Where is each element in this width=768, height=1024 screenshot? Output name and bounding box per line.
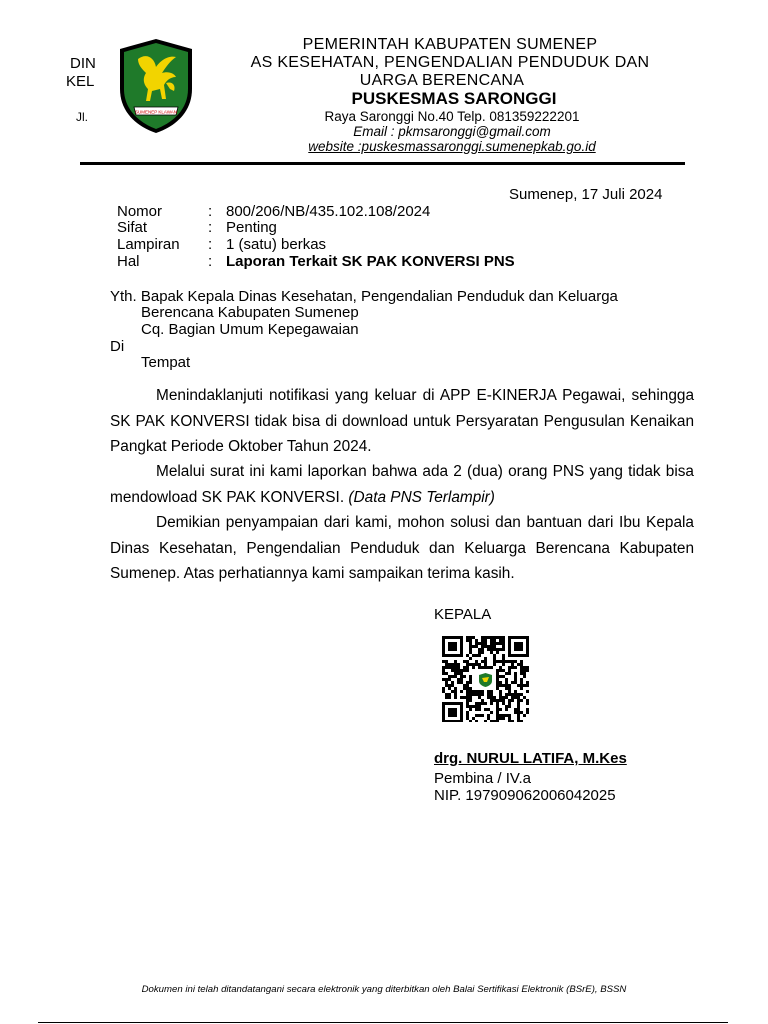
header-line-3: UARGA BERENCANA	[359, 72, 525, 89]
addressee-line-2: Berencana Kabupaten Sumenep	[141, 304, 359, 321]
header-website: website :puskesmassaronggi.sumenepkab.go.id	[308, 139, 596, 154]
header-left-stub-2: KEL	[66, 73, 95, 90]
institution-name: PUSKESMAS SARONGGI	[351, 89, 557, 108]
body-paragraph-1: Menindaklanjuti notifikasi yang keluar di APP E-KINERJA Pegawai, sehingga SK PAK KONVERSI tidak bisa di download untuk Persyaratan Pengusulan Kenaikan Pangkat Periode Oktober Tahun 2024.	[110, 387, 694, 455]
header-left-stub-3: Jl.	[76, 110, 88, 124]
header-address: Raya Saronggi No.40 Telp. 081359222201	[324, 109, 580, 124]
meta-colon: :	[208, 219, 213, 236]
meta-value-sifat: Penting	[226, 219, 277, 236]
addressee-tempat: Tempat	[141, 354, 191, 371]
meta-label-hal: Hal	[117, 253, 140, 270]
signature-title: KEPALA	[434, 606, 492, 623]
header-left-stub-1: DIN	[70, 55, 96, 72]
qr-code-icon	[442, 636, 530, 722]
header-line-2: AS KESEHATAN, PENGENDALIAN PENDUDUK DAN	[250, 54, 650, 71]
addressee-line-1: Yth. Bapak Kepala Dinas Kesehatan, Pengendalian Penduduk dan Keluarga	[110, 288, 618, 305]
meta-colon: :	[208, 236, 213, 253]
addressee-line-3: Cq. Bagian Umum Kepegawaian	[141, 321, 359, 338]
letterhead-divider	[80, 162, 685, 165]
meta-colon: :	[208, 253, 213, 270]
esign-footer-note: Dokumen ini telah ditandatangani secara elektronik yang diterbitkan oleh Balai Sertifikasi Elektronik (BSrE), BSSN	[141, 984, 627, 995]
addressee-di: Di	[110, 338, 125, 355]
place-date: Sumenep, 17 Juli 2024	[509, 186, 663, 203]
header-email: Email : pkmsaronggi@gmail.com	[353, 124, 551, 139]
signatory-nip: NIP. 197909062006042025	[434, 787, 616, 804]
meta-label-sifat: Sifat	[117, 219, 148, 236]
attachment-note: (Data PNS Terlampir)	[348, 488, 495, 506]
body-paragraph-3: Demikian penyampaian dari kami, mohon solusi dan bantuan dari Ibu Kepala Dinas Kesehatan, Pengendalian Penduduk dan Keluarga Berencana Kabupaten Sumenep. Atas perhatiannya kami sampaikan terima kasih.	[110, 514, 694, 582]
meta-label-lampiran: Lampiran	[117, 236, 180, 253]
meta-colon: :	[208, 203, 213, 220]
meta-value-hal: Laporan Terkait SK PAK KONVERSI PNS	[226, 253, 515, 270]
regency-emblem-logo	[116, 37, 196, 135]
header-line-1: PEMERINTAH KABUPATEN SUMENEP	[302, 36, 598, 53]
meta-value-lampiran: 1 (satu) berkas	[226, 236, 327, 253]
signatory-rank: Pembina / IV.a	[434, 770, 532, 787]
meta-value-nomor: 800/206/NB/435.102.108/2024	[226, 203, 431, 220]
body-paragraph-2: Melalui surat ini kami laporkan bahwa ada 2 (dua) orang PNS yang tidak bisa mendowload SK PAK KONVERSI. (Data PNS Terlampir)	[110, 463, 694, 506]
meta-label-nomor: Nomor	[117, 203, 163, 220]
logo-ribbon-text: SUMENEP KLAWAN	[134, 109, 178, 115]
signatory-name: drg. NURUL LATIFA, M.Kes	[434, 750, 627, 767]
qr-center-emblem-icon	[478, 672, 493, 687]
footer-divider	[38, 1022, 728, 1023]
